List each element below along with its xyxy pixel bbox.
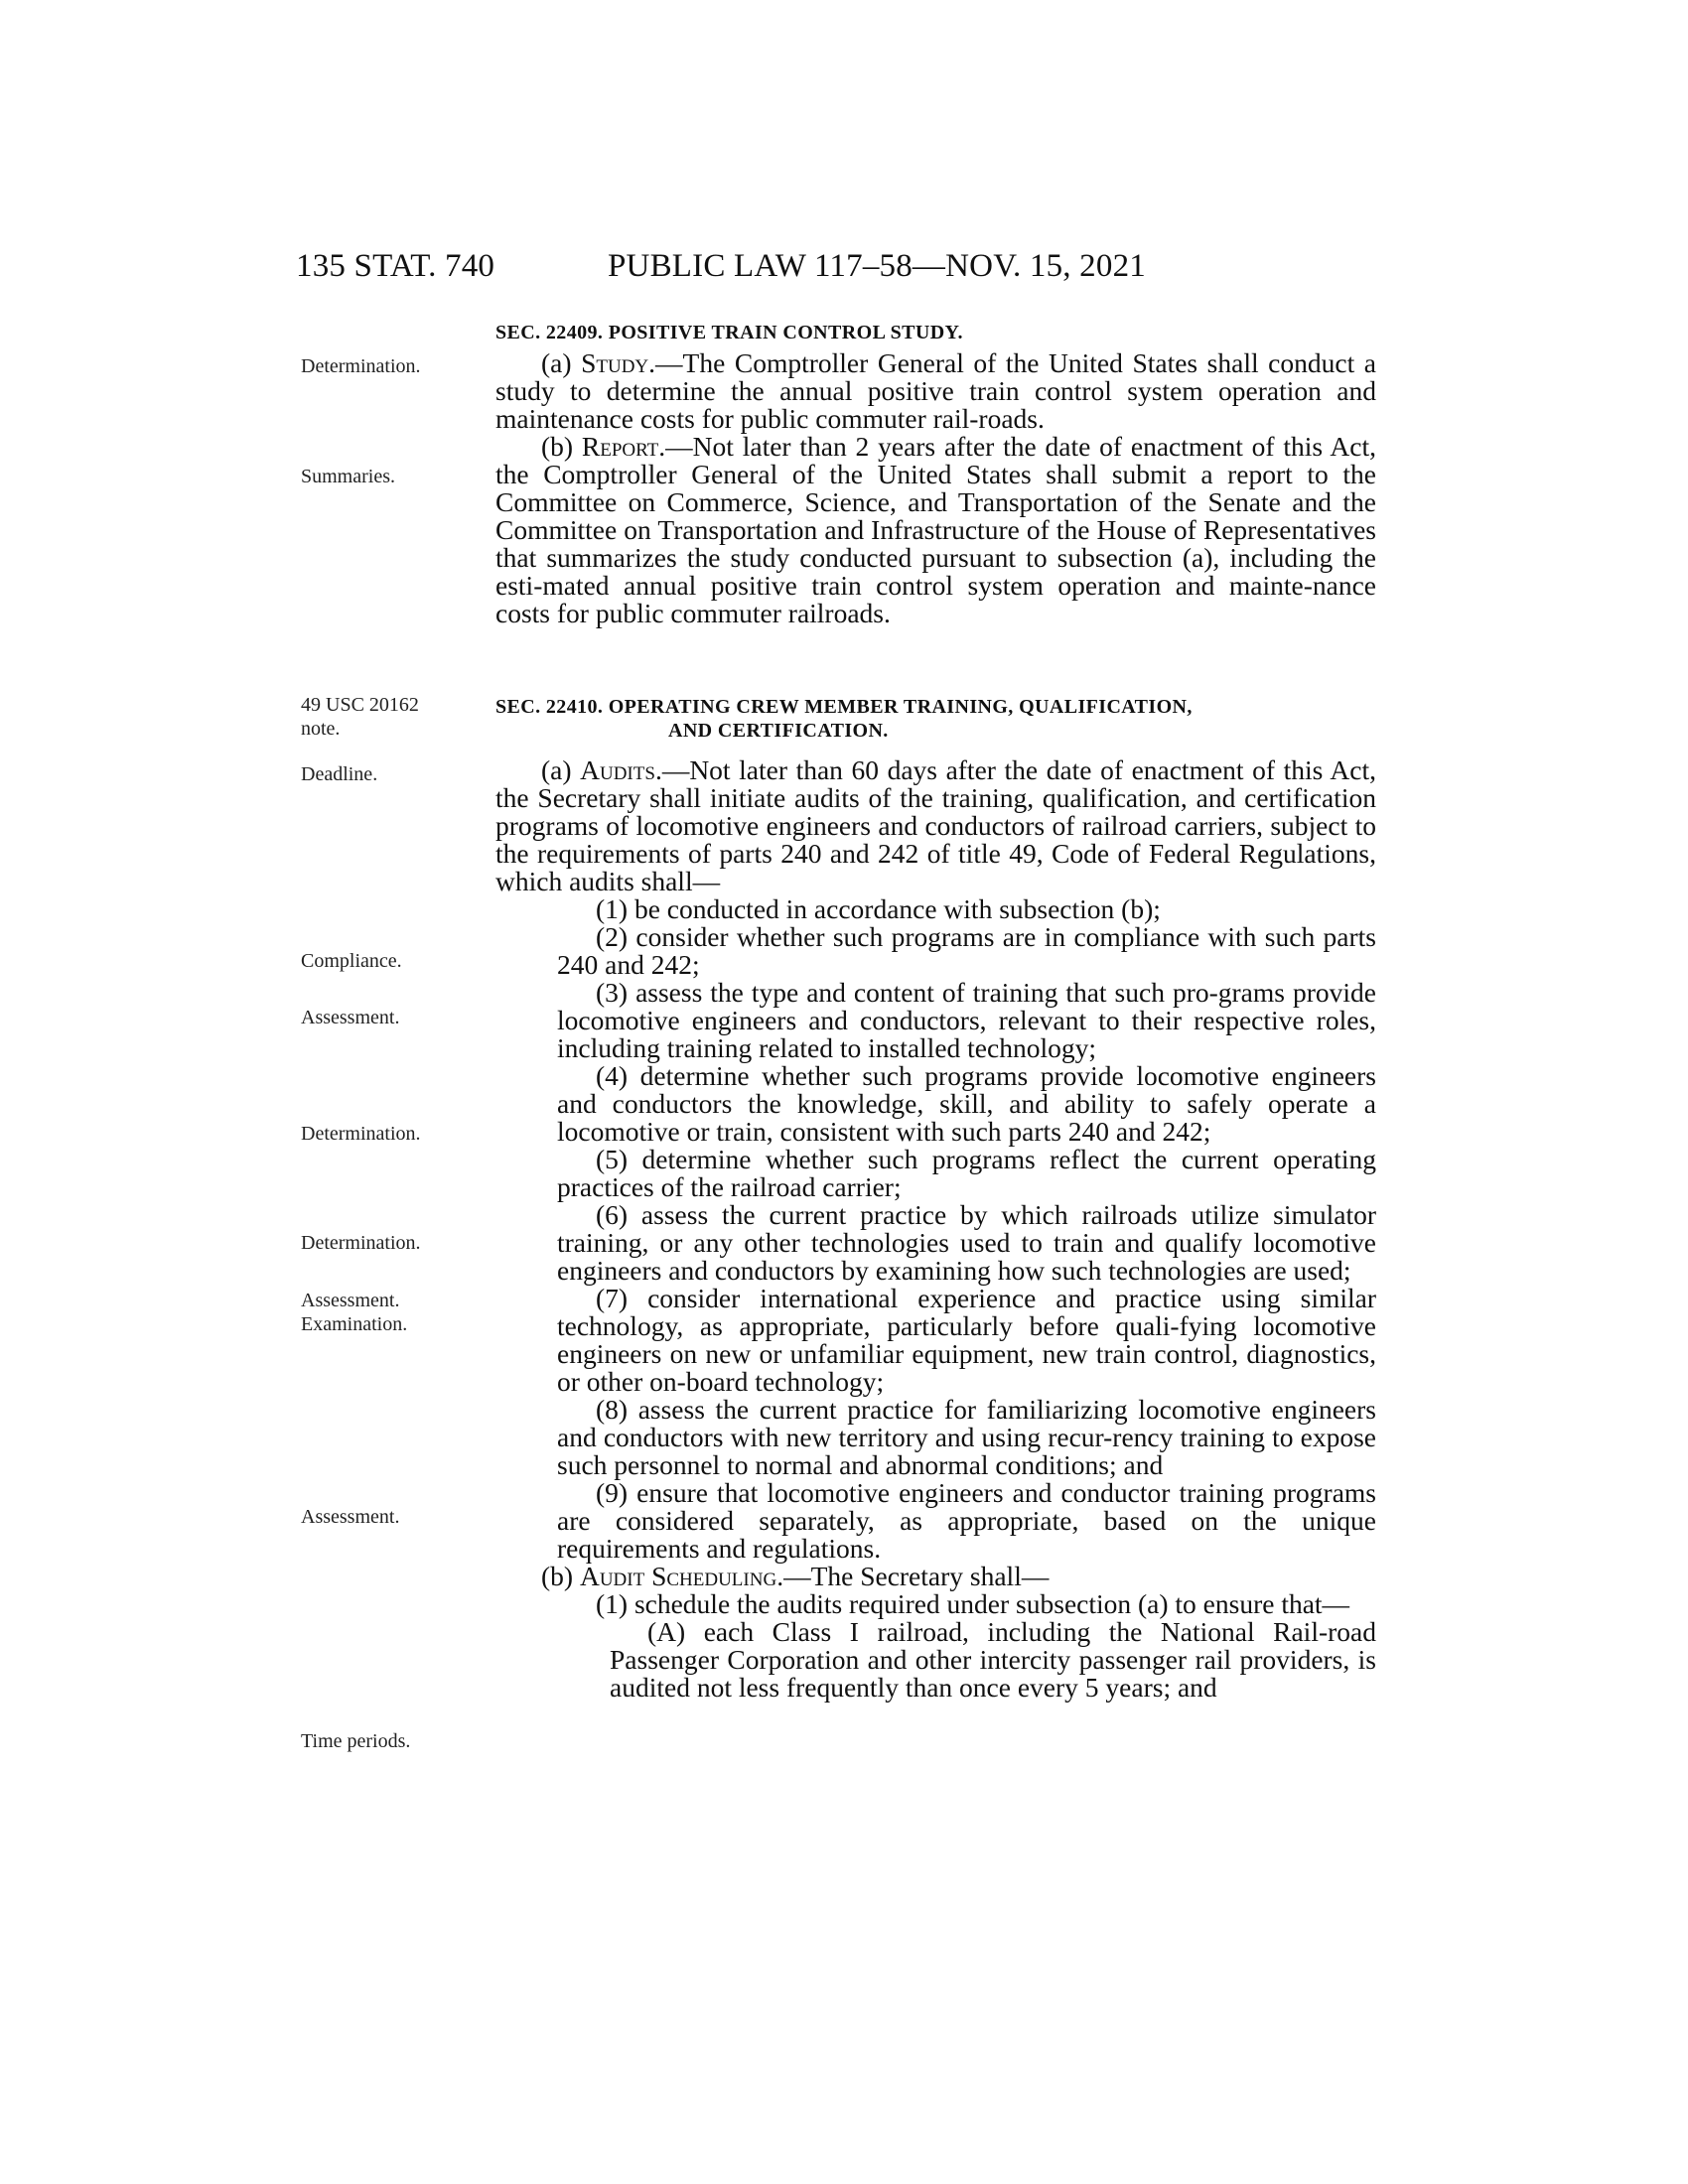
section-heading-22409: SEC. 22409. POSITIVE TRAIN CONTROL STUDY. (495, 322, 963, 343)
statute-page-reference: 135 STAT. 740 (296, 248, 495, 284)
paragraph-item-6: (6) assess the current practice by which railroads utilize simulator training, or any other technologies used to train and qualify locomotive engineers and conductors by examining how such technologies are used; (557, 1199, 1376, 1286)
margin-note-time-periods: Time periods. (301, 1730, 411, 1752)
subsection-label: (b) (541, 1561, 574, 1591)
margin-note-summaries: Summaries. (301, 466, 395, 487)
margin-note-assessment-examination (301, 1289, 460, 1336)
margin-note-usc-citation (301, 693, 460, 741)
subsection-label: (a) (541, 347, 572, 378)
section-heading-22410-continued: AND CERTIFICATION. (668, 720, 889, 742)
margin-note-determination: Determination. (301, 355, 421, 377)
section-22410-body (495, 756, 1376, 1702)
paragraph-item-3: (3) assess the type and content of training that such pro-grams provide locomotive engineers and conductors, relevant to their respective roles, including training related to installed technology; (557, 977, 1376, 1063)
subsection-caption: Report (581, 431, 659, 462)
subsection-study (495, 349, 1376, 433)
subsection-caption: Audits (580, 754, 655, 785)
margin-note-determination: Determination. (301, 1123, 421, 1145)
paragraph-item-9: (9) ensure that locomotive engineers and conductor training programs are considered separately, as appropriate, based on the unique requirements and regulations. (557, 1477, 1376, 1564)
margin-note-determination: Determination. (301, 1232, 421, 1254)
section-22409-body (495, 349, 1376, 627)
running-header (296, 246, 1378, 286)
paragraph-item-4: (4) determine whether such programs provide locomotive engineers and conductors the knowledge, skill, and ability to safely operate a locomotive or train, consistent with such parts 240 and 242; (557, 1060, 1376, 1147)
margin-note-note-line: note. (301, 718, 341, 740)
subsection-text: .—The Secretary shall— (776, 1561, 1050, 1591)
paragraph-item-5: (5) determine whether such programs reflect the current operating practices of the railroad carrier; (557, 1144, 1376, 1202)
subsection-caption: Audit Scheduling (579, 1561, 777, 1591)
subparagraph-class-i-railroads: (A) each Class I railroad, including the National Rail-road Passenger Corporation and other intercity passenger rail providers, is audited not less frequently than once every 5 years; and (610, 1616, 1376, 1703)
paragraph-item-1: (1) be conducted in accordance with subsection (b); (596, 893, 1161, 924)
margin-note-assessment: Assessment. (301, 1506, 400, 1528)
margin-note-compliance: Compliance. (301, 950, 402, 972)
margin-note-assessment-line: Assessment. (301, 1290, 400, 1311)
subsection-label: (b) (541, 431, 574, 462)
subsection-label: (a) (541, 754, 572, 785)
subsection-report (495, 433, 1376, 627)
subsection-audit-scheduling (495, 1563, 1376, 1590)
margin-note-examination-line: Examination. (301, 1313, 408, 1335)
margin-note-usc-line: 49 USC 20162 (301, 694, 419, 716)
paragraph-item-8: (8) assess the current practice for familiarizing locomotive engineers and conductors with new territory and using recur-rency training to expose such personnel to normal and abnormal conditions; and (557, 1394, 1376, 1480)
paragraph-schedule-1: (1) schedule the audits required under subsection (a) to ensure that— (596, 1588, 1350, 1619)
paragraph-item-7: (7) consider international experience and practice using similar technology, as appropriate, particularly before quali-fying locomotive engineers on new or unfamiliar equipment, new train control, diagnostics, or other on-board technology; (557, 1283, 1376, 1397)
section-heading-22410: SEC. 22410. OPERATING CREW MEMBER TRAINING, QUALIFICATION, (495, 696, 1193, 718)
law-title: PUBLIC LAW 117–58—NOV. 15, 2021 (608, 248, 1146, 284)
subsection-text: .—The Comptroller General of the United States shall conduct a study to determine the annual positive train control system operation and maintenance costs for public commuter rail-roads. (495, 347, 1376, 434)
paragraph-item-2: (2) consider whether such programs are in compliance with such parts 240 and 242; (557, 921, 1376, 980)
margin-note-deadline: Deadline. (301, 763, 378, 785)
subsection-caption: Study (581, 347, 649, 378)
margin-note-assessment: Assessment. (301, 1007, 400, 1028)
subsection-audits (495, 756, 1376, 895)
subsection-text: .—Not later than 2 years after the date of enactment of this Act, the Comptroller General of the United States shall submit a report to the Committee on Commerce, Science, and Transportation of the Senate and the Committee on Transportation and Infrastructure of the House of Representatives that summarizes the study conducted pursuant to subsection (a), including the esti-mated annual positive train control system operation and mainte-nance costs for public commuter railroads. (495, 431, 1377, 628)
subsection-text: .—Not later than 60 days after the date of enactment of this Act, the Secretary shall initiate audits of the training, qualification, and certification programs of locomotive engineers and conductors of railroad carriers, subject to the requirements of parts 240 and 242 of title 49, Code of Federal Regulations, which audits shall— (495, 754, 1377, 896)
